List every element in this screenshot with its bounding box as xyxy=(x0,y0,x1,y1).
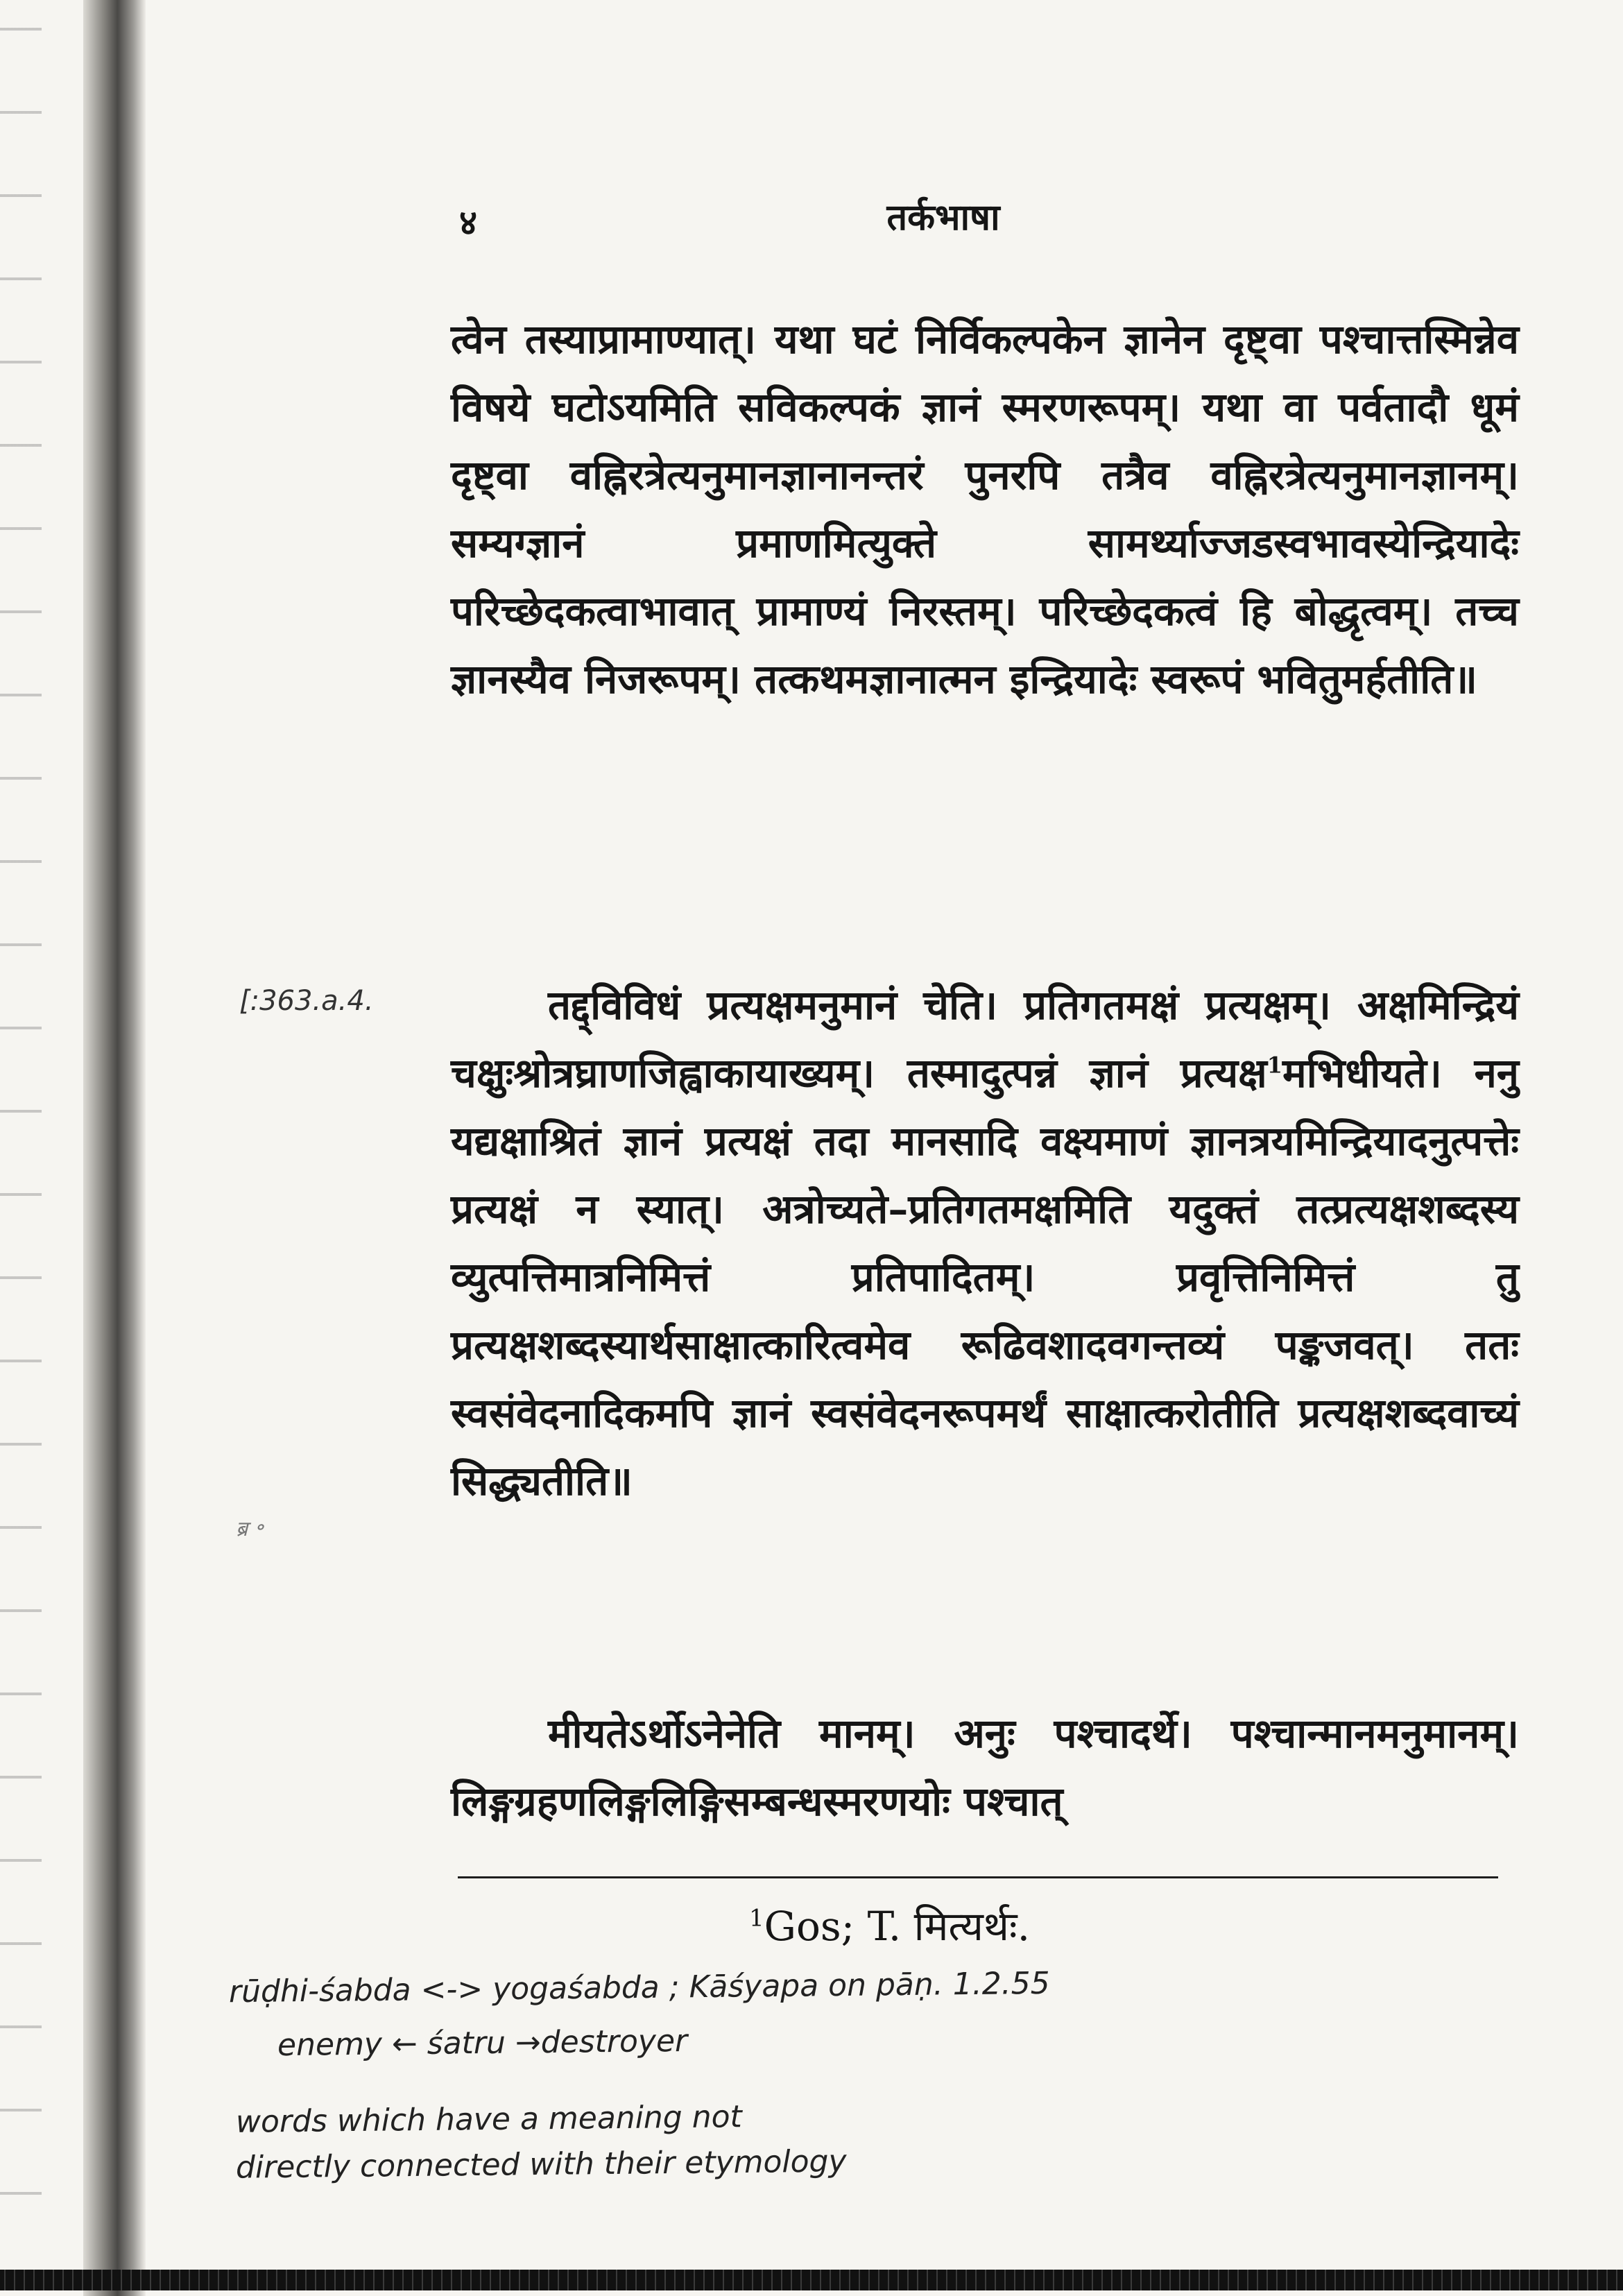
footnote-text: Gos; T. मित्यर्थः. xyxy=(764,1903,1031,1950)
footnote-reference: 1 xyxy=(1266,1052,1283,1079)
binding-gutter-shadow xyxy=(83,0,146,2296)
handwritten-note-3: words which have a meaning not xyxy=(235,2099,743,2140)
footnote xyxy=(749,1897,1030,1952)
handwritten-note-2: enemy ← śatru →destroyer xyxy=(277,2023,688,2064)
running-title: तर्कभाषा xyxy=(886,196,1000,239)
page-edge-marks xyxy=(0,0,42,2296)
paragraph-3: मीयतेऽर्थोऽनेनेति मानम्। अनुः पश्चादर्थे। पश्चान्मानमनुमानम्। लिङ्गग्रहणलिङ्गलिङ्गिसम्बन्धस्मरणयोः पश्चात् xyxy=(451,1710,1519,1825)
paragraph-2-text-b: मभिधीयते। ननु यद्यक्षाश्रितं ज्ञानं प्रत्यक्षं तदा मानसादि वक्ष्यमाणं ज्ञानत्रयमिन्द्रियादनुत्पत्तेः प्रत्यक्षं न स्यात्। अत्रोच्यते–प्रतिगतमक्षमिति यदुक्तं तत्प्रत्यक्षशब्दस्य व्युत्पत्तिमात्रनिमित्तं प्रतिपादितम्। प्रवृत्तिनिमित्तं तु प्रत्यक्षशब्दस्यार्थसाक्षात्कारित्वमेव रूढिवशादवगन्तव्यं पङ्कजवत्। ततः स्वसंवेदनादिकमपि ज्ञानं स्वसंवेदनरूपमर्थं साक्षात्करोतीति प्रत्यक्षशब्दवाच्यं सिद्ध्यतीति॥ xyxy=(451,1050,1519,1505)
handwritten-note-4: directly connected with their etymology xyxy=(235,2143,847,2186)
handwritten-note-1: rūḍhi-śabda <-> yogaśabda ; Kāśyapa on pāṇ. 1.2.55 xyxy=(228,1965,1050,2010)
footnote-marker: 1 xyxy=(749,1904,764,1933)
page-number: ४ xyxy=(459,202,477,243)
paragraph-2 xyxy=(451,971,1519,1515)
margin-reference-note: [:363.a.4. xyxy=(239,985,374,1017)
paragraph-1: त्वेन तस्याप्रामाण्यात्। यथा घटं निर्विकल्पकेन ज्ञानेन दृष्ट्वा पश्चात्तस्मिन्नेव विषये घटोऽयमिति सविकल्पकं ज्ञानं स्मरणरूपम्। यथा वा पर्वतादौ धूमं दृष्ट्वा वह्निरत्रेत्यनुमानज्ञानानन्तरं पुनरपि तत्रैव वह्निरत्रेत्यनुमानज्ञानम्। सम्यग्ज्ञानं प्रमाणमित्युक्ते सामर्थ्याज्जडस्वभावस्येन्द्रियादेः परिच्छेदकत्वाभावात् प्रामाण्यं निरस्तम्। परिच्छेदकत्वं हि बोद्धृत्वम्। तच्च ज्ञानस्यैव निजरूपम्। तत्कथमज्ञानात्मन इन्द्रियादेः स्वरूपं भवितुमर्हतीति॥ xyxy=(451,316,1519,703)
paragraph-2-text-a: तद्द्विविधं प्रत्यक्षमनुमानं चेति। प्रतिगतमक्षं प्रत्यक्षम्। अक्षमिन्द्रियं चक्षुःश्रोत्रघ्राणजिह्वाकायाख्यम्। तस्मादुत्पन्नं ज्ञानं प्रत्यक्ष xyxy=(451,982,1519,1097)
scan-bottom-edge xyxy=(0,2270,1623,2290)
footnote-rule xyxy=(458,1876,1498,1878)
margin-small-mark: ब्र ॰ xyxy=(236,1517,264,1541)
